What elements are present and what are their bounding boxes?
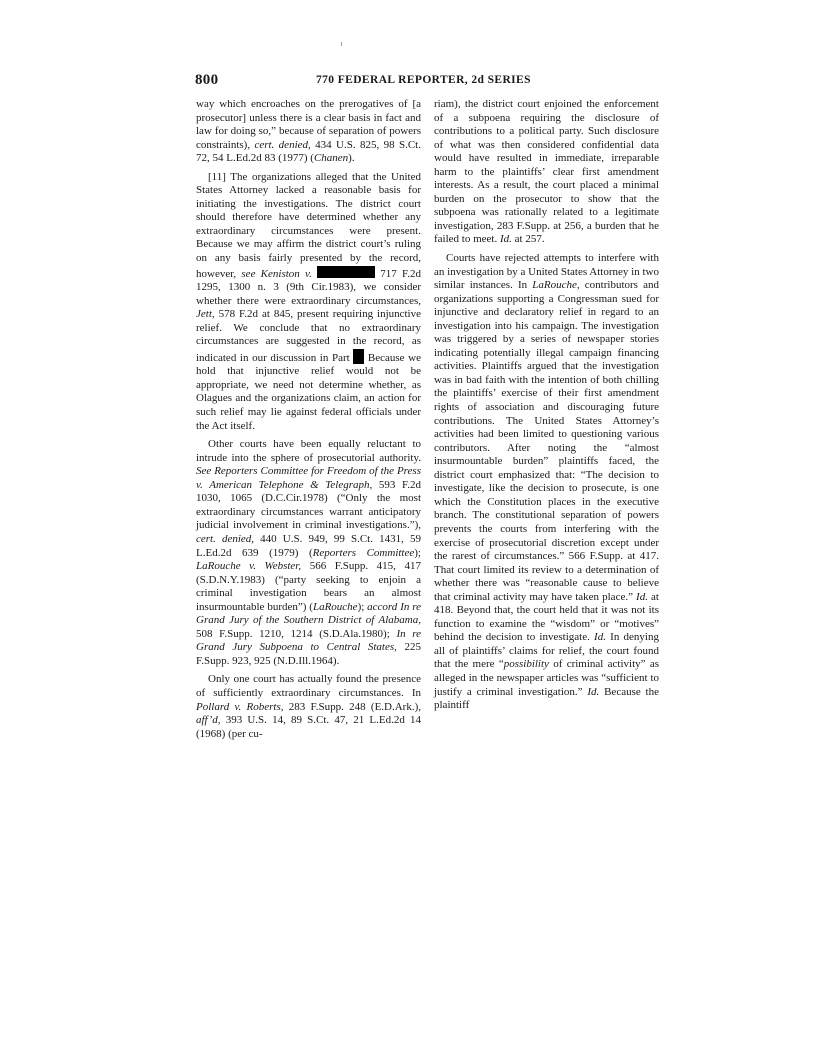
text-run: Other courts have been equally reluctant to intrude into the sphere of prosecutorial authority. — [196, 438, 421, 464]
italic-run: LaRouche — [312, 600, 358, 613]
italic-run: See Reporters Committee for Freedom of the Press v. American Telephone & Telegraph, — [196, 465, 421, 491]
text-run: In denying all of plaintiffs’ claims for relief, the court found that the mere “ — [434, 631, 659, 671]
italic-run: see Keniston v. — [241, 267, 312, 280]
text-run: of criminal activity” as alleged in the newspaper articles was “sufficient to justify a criminal investigation.” — [434, 658, 659, 698]
left-column — [196, 98, 421, 746]
redaction-block — [353, 349, 364, 364]
text-run: riam), the district court enjoined the enforcement of a subpoena requiring the disclosure of contributions to a political party. Such disclosure of what was then considered confidential data would have resulted in immediate, irreparable harm to the plaintiffs’ clear first amendment interests. As a result, the court placed a minimal burden on the prosecutor to show that the subpoena was rationally related to a legitimate investigation, 283 F.Supp. at 256, a burden that he failed to meet. — [434, 98, 659, 246]
paragraph-right-1 — [434, 98, 659, 247]
text-run: Only one court has actually found the presence of sufficiently extraordinary circumstances. In — [196, 673, 421, 699]
paragraph-left-4 — [196, 673, 421, 741]
text-run: 508 F.Supp. 1210, 1214 (S.D.Ala.1980); — [196, 627, 397, 640]
text-run: at 418. Beyond that, the court held that it was not its function to examine the “wisdom” or “motives” behind the decision to investigate. — [434, 590, 659, 644]
paragraph-left-2 — [196, 171, 421, 433]
text-run: at 257. — [511, 233, 545, 246]
running-head: 770 FEDERAL REPORTER, 2d SERIES — [316, 74, 531, 86]
italic-run: LaRouche, — [532, 279, 580, 292]
text-run: 566 F.Supp. 415, 417 (S.D.N.Y.1983) (“party seeking to enjoin a criminal investigation bears an almost insurmountable burden”) ( — [196, 560, 422, 613]
text-run: Courts have rejected attempts to interfere with an investigation by a United States Attorney in two similar instances. In — [434, 252, 659, 292]
text-run: Because we hold that injunctive relief would not be appropriate, we need not determine whether, as Olagues and the organizations claim, an action for such relief may lie against federal officials under the Act itself. — [196, 351, 421, 432]
text-run: Because the plaintiff — [434, 685, 659, 712]
italic-run: Id. — [499, 233, 512, 246]
text-run: [11] The organizations alleged that the United States Attorney lacked a reasonable basis for initiating the investigations. The district court should therefore have determined whether any extraordinary circumstances were present. Because we may affirm the district court’s ruling on any basis fairly presented by the record, however, — [196, 170, 421, 280]
text-run: 578 F.2d at 845, present requiring injunctive relief. We conclude that no extraordinary circumstances are suggested in the record, as indicated in our discussion in Part — [196, 308, 421, 364]
italic-run: Jett, — [196, 308, 215, 321]
scan-speck — [341, 42, 342, 46]
text-run: ); — [414, 546, 421, 559]
text-run: 717 F.2d 1295, 1300 n. 3 (9th Cir.1983), we consider whether there were extraordinary circumstances, — [196, 267, 421, 307]
italic-run: cert. denied, — [196, 532, 255, 545]
italic-run: aff’d, — [196, 714, 221, 727]
italic-run: Chanen — [313, 152, 349, 165]
italic-run: In re Grand Jury Subpoena to Central States, — [196, 627, 422, 654]
text-run: ). — [348, 152, 355, 165]
italic-run: Id. — [636, 590, 648, 603]
italic-run: Reporters Committee — [312, 546, 415, 559]
text-run: contributors and organizations supporting a Congressman sued for injunctive and declaratory relief in regard to an investigation into his campaign. The investigation was triggered by a series of newspaper stories indicating potentially illegal campaign financing activities. Plaintiffs argued that the investigation was in bad faith with the intention of both chilling the plaintiffs’ exercise of their first amendment rights of association and discouraging future contributions. The United States Attorney’s activities had been limited to questioning various contributors. After noting the “almost insurmountable burden” plaintiffs faced, the district court emphasized that: “The decision to investigate, like the decision to prosecute, is one which the Constitution places in the executive branch. The constitutional separation of powers prevents the courts from interfering with the exercise of prosecutorial discretion except under the rarest of circumstances.” 566 F.Supp. at 417. That court limited its review to a determination of whether there was “reasonable cause to believe that criminal activity may have taken place.” — [434, 279, 659, 603]
text-run: 393 U.S. 14, 89 S.Ct. 47, 21 L.Ed.2d 14 (1968) (per cu- — [196, 714, 421, 740]
italic-run: LaRouche v. Webster, — [196, 560, 302, 573]
text-run: ); — [357, 600, 368, 613]
page-number: 800 — [195, 72, 219, 88]
italic-run: Id. — [594, 631, 606, 644]
paragraph-left-3 — [196, 438, 421, 668]
paragraph-right-2 — [434, 252, 659, 713]
italic-run: possibility — [503, 658, 549, 671]
right-column — [434, 98, 659, 718]
text-run: 225 F.Supp. 923, 925 (N.D.Ill.1964). — [196, 641, 421, 667]
italic-run: Pollard v. Roberts, — [196, 700, 284, 713]
paragraph-left-1 — [196, 98, 421, 166]
text-run: 283 F.Supp. 248 (E.D.Ark.), — [283, 700, 421, 713]
text-run: 434 U.S. 825, 98 S.Ct. 72, 54 L.Ed.2d 83 (1977) ( — [196, 138, 421, 165]
text-run: 440 U.S. 949, 99 S.Ct. 1431, 59 L.Ed.2d 639 (1979) ( — [196, 532, 421, 559]
italic-run: Id. — [587, 685, 600, 698]
text-run: way which encroaches on the prerogatives of [a prosecutor] unless there is a clear basis in fact and law for doing so,” because of separation of powers constraints), — [196, 98, 421, 151]
italic-run: cert. denied, — [254, 138, 311, 151]
redaction-block — [317, 266, 375, 278]
italic-run: accord In re Grand Jury of the Southern District of Alabama, — [196, 600, 421, 627]
text-run: 593 F.2d 1030, 1065 (D.C.Cir.1978) (“Only the most extraordinary circumstances warrant anticipatory judicial involvement in criminal investigations.”), — [196, 478, 421, 532]
